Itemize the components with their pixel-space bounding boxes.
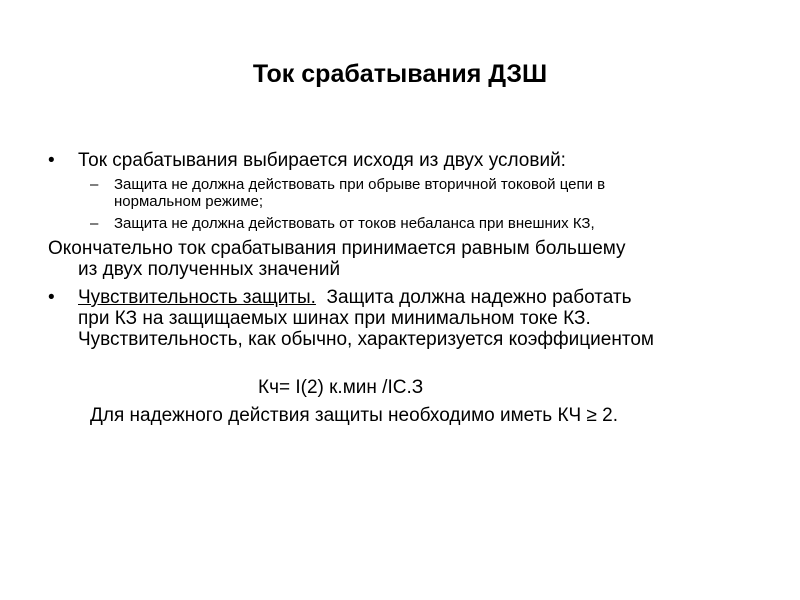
conclusion-line: из двух полученных значений: [78, 259, 341, 280]
bullet-text-rest: Защита должна надежно работать: [315, 287, 632, 308]
bullet-continuation: Чувствительность, как обычно, характеризуется коэффициентом: [78, 329, 654, 350]
bullet-icon: •: [48, 150, 55, 171]
dash-icon: –: [90, 215, 99, 232]
sensitivity-heading: Чувствительность защиты.: [78, 287, 316, 308]
dash-icon: –: [90, 176, 99, 193]
bullet-item-sensitivity: [48, 287, 760, 308]
sub-item-line: Защита не должна действовать при обрыве вторичной токовой цепи в: [114, 176, 606, 193]
conclusion-line: Окончательно ток срабатывания принимается равным большему: [48, 238, 626, 259]
sensitivity-formula: Кч= I(2) к.мин /IС.З: [258, 377, 424, 398]
reliability-condition: Для надежного действия защиты необходимо иметь КЧ ≥ 2.: [90, 405, 619, 426]
bullet-text: [78, 287, 631, 308]
bullet-item-current-selection: [48, 150, 760, 171]
bullet-icon: •: [48, 287, 55, 308]
sub-item-line: нормальном режиме;: [114, 193, 264, 210]
sub-item-open-circuit: [90, 176, 730, 210]
bullet-continuation: при КЗ на защищаемых шинах при минимальном токе КЗ.: [78, 308, 591, 329]
sub-item-unbalance: [90, 215, 730, 232]
sub-item-line: Защита не должна действовать от токов небаланса при внешних КЗ,: [114, 215, 595, 232]
slide-title: Ток срабатывания ДЗШ: [252, 60, 548, 88]
bullet-text: Ток срабатывания выбирается исходя из двух условий:: [78, 150, 566, 171]
